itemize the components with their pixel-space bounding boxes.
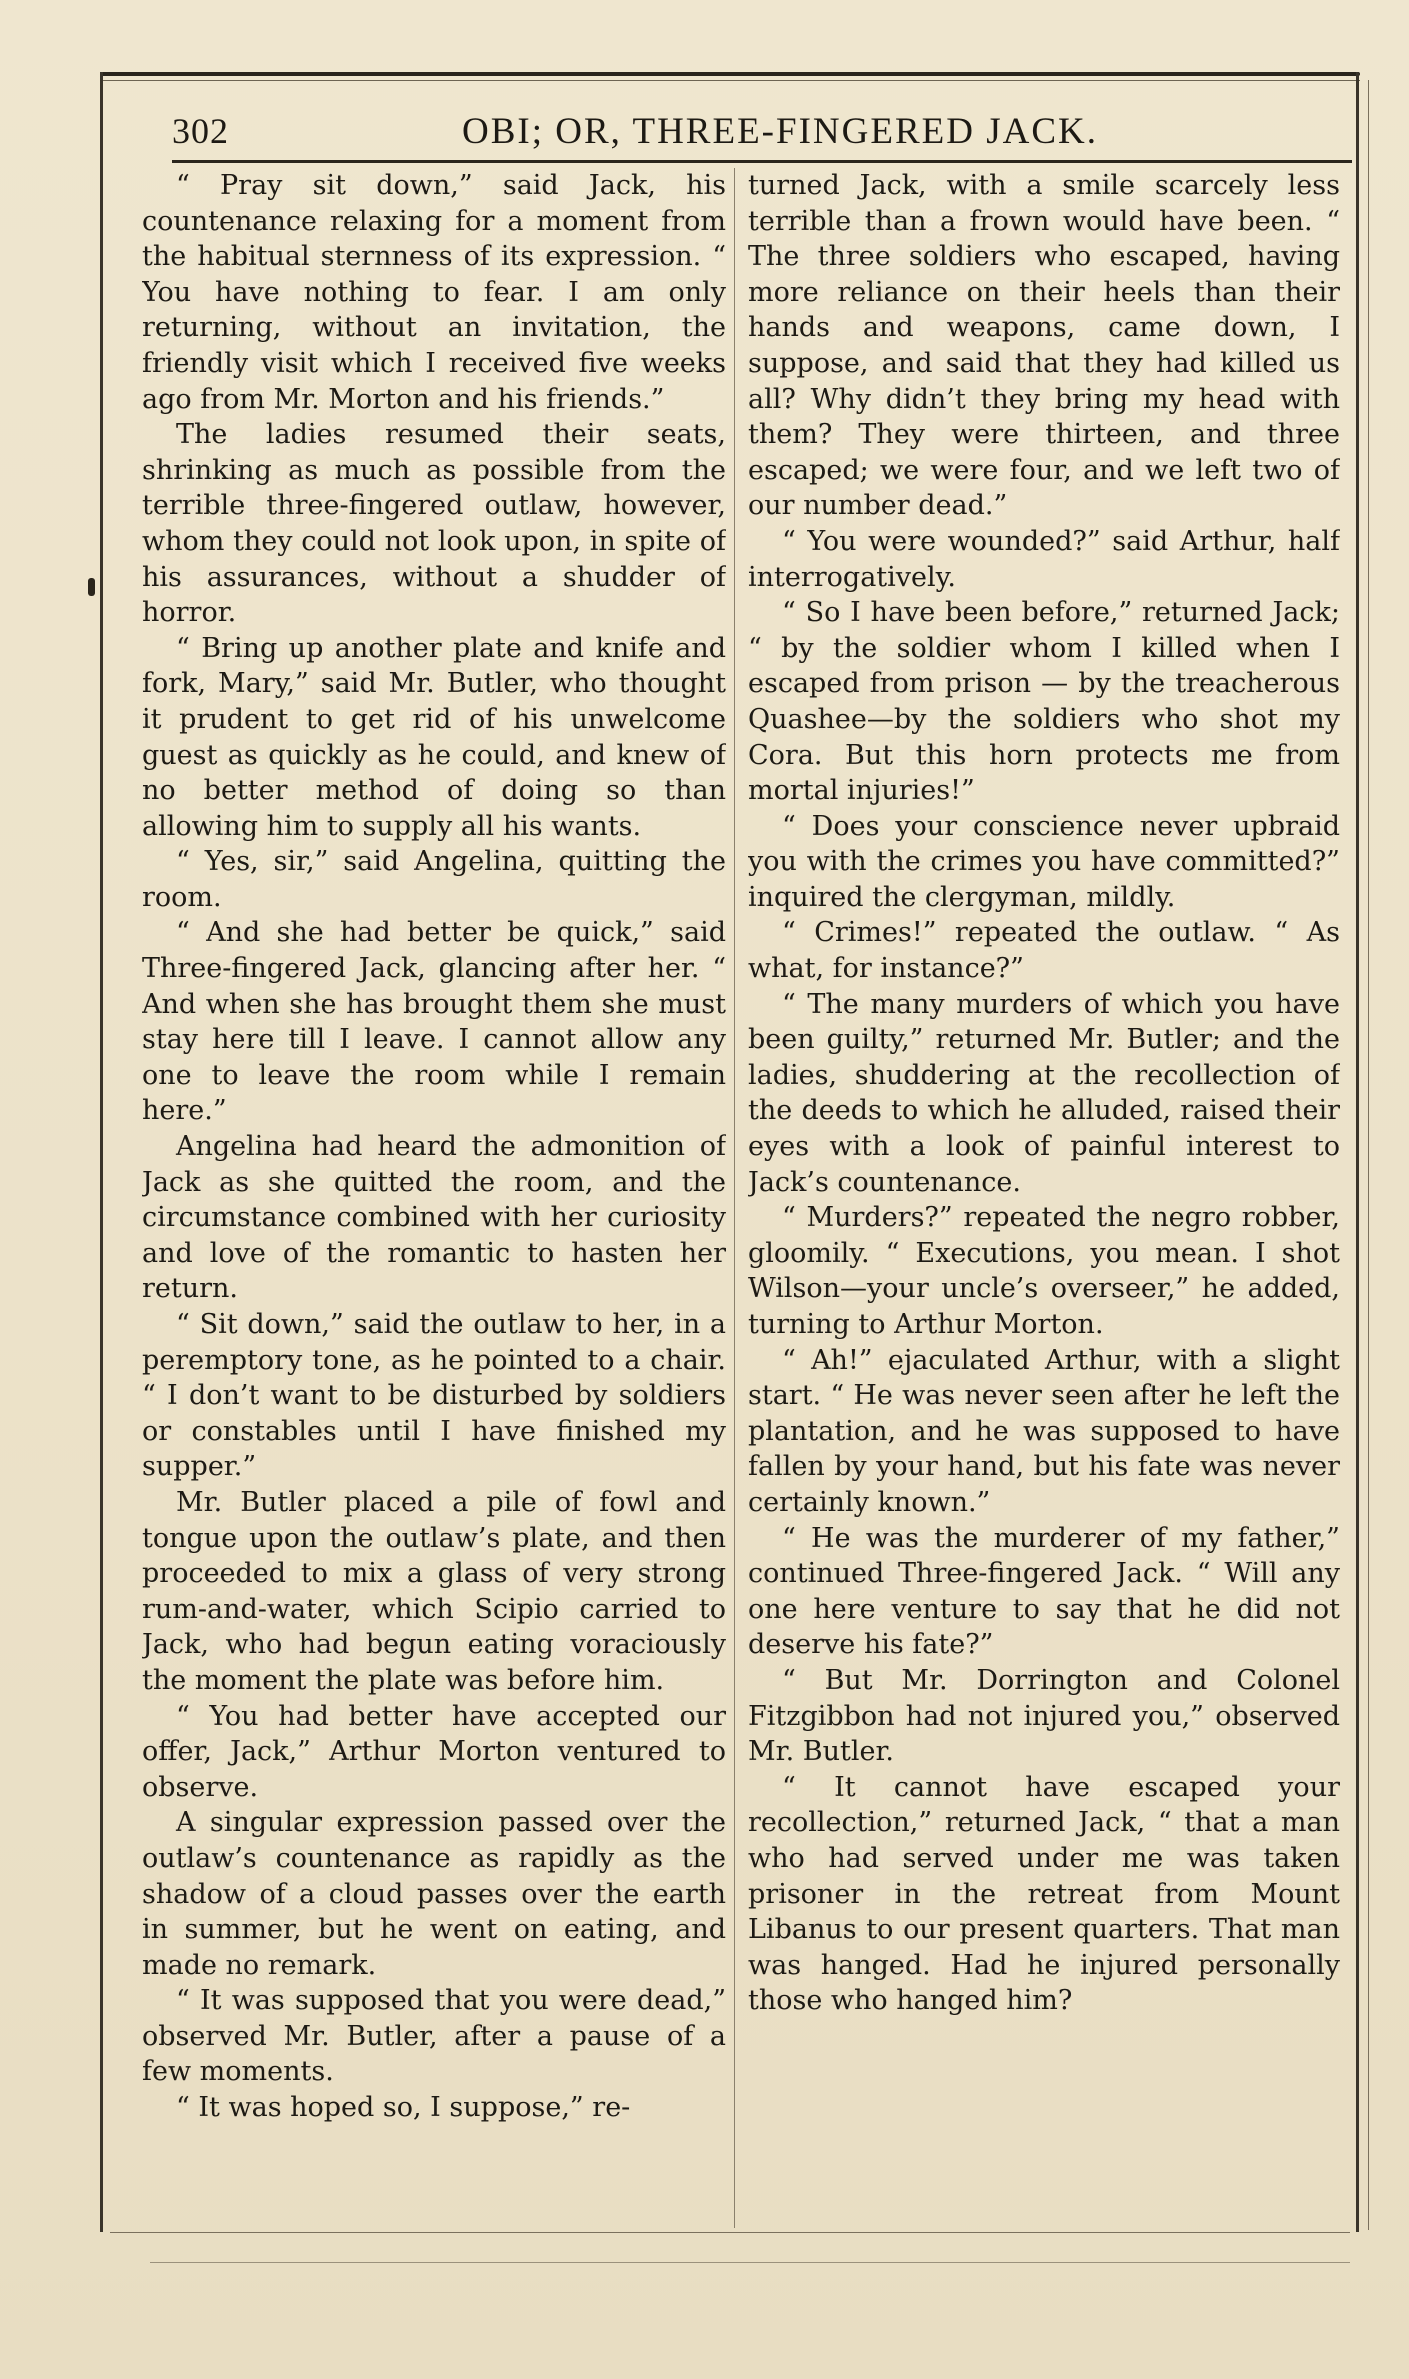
page-frame-right-rule-thin — [1368, 80, 1369, 2230]
page-number: 302 — [172, 111, 229, 151]
footer-rule-thin — [150, 2262, 1350, 2263]
paragraph: “ Yes, sir,” said Angelina, quitting the room. — [142, 846, 726, 913]
paragraph: “ You had better have accepted our offer, Jack,” Arthur Morton ventured to observe. — [142, 1700, 726, 1803]
paragraph: “ Sit down,” said the outlaw to her, in a peremptory tone, as he pointed to a chair. “ I don’t want to be disturbed by soldiers or constables until I have finished my supper.” — [142, 1309, 726, 1483]
page-frame-top-rule-thin — [100, 80, 1360, 81]
paragraph: “ The many murders of which you have been guilty,” returned Mr. Butler; and the ladies, shuddering at the recollection of the deeds to which he alluded, raised their eyes with a look of painful interest to Jack’s countenance. — [748, 988, 1340, 1198]
paragraph: “ Ah!” ejaculated Arthur, with a slight start. “ He was never seen after he left the plantation, and he was supposed to have fallen by your hand, but his fate was never certainly known.” — [748, 1344, 1340, 1518]
paragraph: Mr. Butler placed a pile of fowl and tongue upon the outlaw’s plate, and then proceeded to mix a glass of very strong rum-and-water, which Scipio carried to Jack, who had begun eating voraciously the moment the plate was before him. — [142, 1486, 726, 1696]
paragraph: “ You were wounded?” said Arthur, half interrogatively. — [748, 525, 1340, 593]
paragraph: A singular expression passed over the outlaw’s countenance as rapidly as the shadow of a cloud passes over the earth in summer, but he went on eating, and made no remark. — [142, 1807, 726, 1981]
footer-rule — [110, 2232, 1350, 2233]
page-frame-left-rule — [100, 72, 103, 2232]
paragraph: “ Crimes!” repeated the outlaw. “ As what, for instance?” — [748, 917, 1340, 985]
right-column — [748, 168, 1340, 2248]
paragraph-continued: turned Jack, with a smile scarcely less terrible than a frown would have been. “ The three soldiers who escaped, having more reliance on their heels than their hands and weapons, came down, I suppose, and said that they had killed us all? Why didn’t they bring my head with them? They were thirteen, and three escaped; we were four, and we left two of our number dead.” — [748, 170, 1340, 522]
paragraph: “ Does your conscience never upbraid you with the crimes you have committed?” inquired the clergyman, mildly. — [748, 810, 1340, 913]
page-frame-top-rule — [100, 72, 1360, 76]
running-title: OBI; OR, THREE-FINGERED JACK. — [462, 111, 1098, 152]
paragraph: “ Pray sit down,” said Jack, his countenance relaxing for a moment from the habitual sternness of its expression. “ You have nothing to fear. I am only returning, without an invitation, the friendly visit which I received five weeks ago from Mr. Morton and his friends.” — [142, 170, 726, 415]
header-rule — [172, 160, 1352, 163]
paragraph: “ And she had better be quick,” said Three-fingered Jack, glancing after her. “ And when she has brought them she must stay here till I leave. I cannot allow any one to leave the room while I remain here.” — [142, 917, 726, 1127]
page-frame-right-rule — [1356, 72, 1359, 2232]
margin-mark — [88, 578, 95, 596]
left-column — [142, 168, 726, 2248]
paragraph: “ It was supposed that you were dead,” observed Mr. Butler, after a pause of a few moments. — [142, 1985, 726, 2088]
paragraph: “ He was the murderer of my father,” continued Three-fingered Jack. “ Will any one here venture to say that he did not deserve his fate?” — [748, 1522, 1340, 1661]
paragraph: The ladies resumed their seats, shrinking as much as possible from the terrible three-fingered outlaw, however, whom they could not look upon, in spite of his assurances, without a shudder of horror. — [142, 419, 726, 629]
paragraph: “ Murders?” repeated the negro robber, gloomily. “ Executions, you mean. I shot Wilson—your uncle’s overseer,” he added, turning to Arthur Morton. — [748, 1202, 1340, 1340]
paragraph: “ But Mr. Dorrington and Colonel Fitzgibbon had not injured you,” observed Mr. Butler. — [748, 1664, 1340, 1768]
paragraph: “ It was hoped so, I suppose,” re- — [176, 2092, 631, 2124]
column-divider — [734, 168, 735, 2228]
paragraph: “ So I have been before,” returned Jack; “ by the soldier whom I killed when I escaped from prison — by the treacherous Quashee—by the soldiers who shot my Cora. But this horn protects me from mortal injuries!” — [748, 597, 1340, 807]
paragraph: Angelina had heard the admonition of Jack as she quitted the room, and the circumstance combined with her curiosity and love of the romantic to hasten her return. — [142, 1131, 726, 1305]
paragraph: “ It cannot have escaped your recollection,” returned Jack, “ that a man who had served under me was taken prisoner in the retreat from Mount Libanus to our present quarters. That man was hanged. Had he injured personally those who hanged him? — [748, 1771, 1340, 2017]
paragraph: “ Bring up another plate and knife and fork, Mary,” said Mr. Butler, who thought it prudent to get rid of his unwelcome guest as quickly as he could, and knew of no better method of doing so than allowing him to supply all his wants. — [142, 632, 726, 842]
running-header — [172, 110, 1342, 160]
